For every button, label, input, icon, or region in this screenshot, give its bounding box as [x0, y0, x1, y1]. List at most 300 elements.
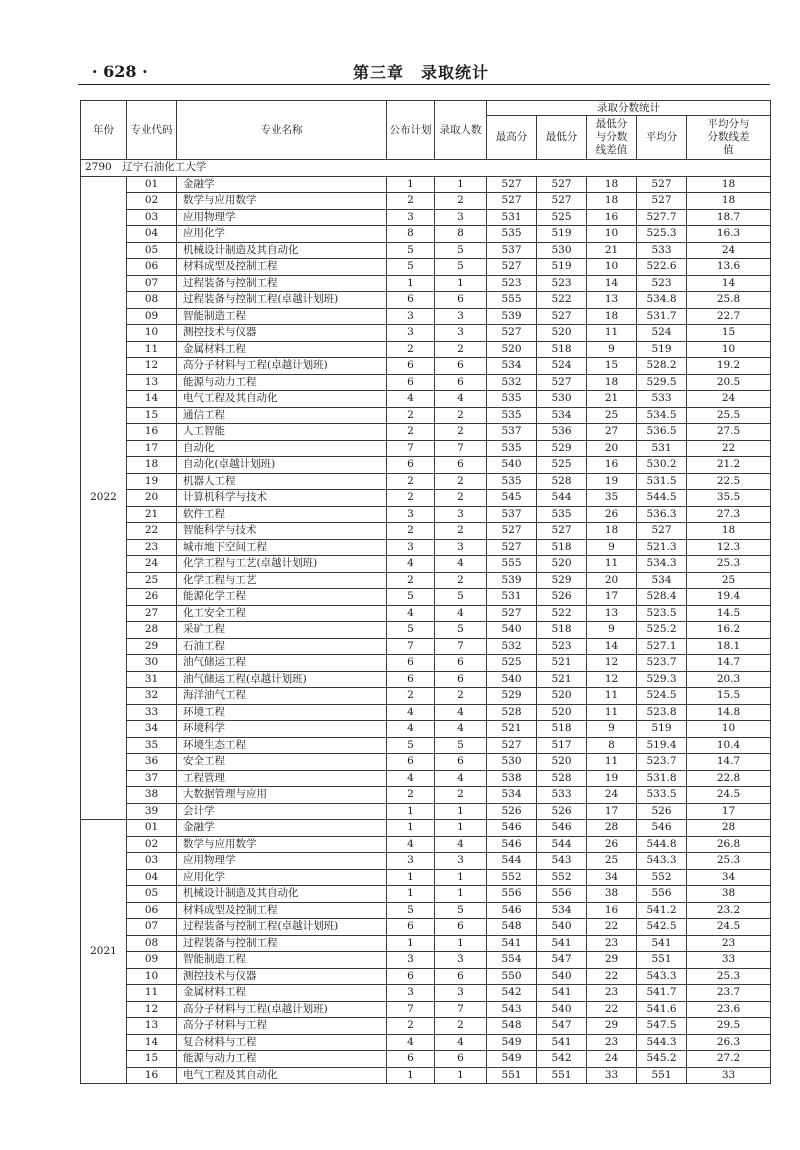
code-cell: 07 [127, 919, 177, 936]
max-score-cell: 550 [487, 968, 537, 985]
min-score-cell: 534 [537, 902, 587, 919]
admitted-cell: 4 [435, 1034, 487, 1051]
major-name-cell: 金融学 [177, 820, 387, 837]
code-cell: 36 [127, 754, 177, 771]
min-diff-cell: 14 [587, 275, 637, 292]
plan-cell: 5 [387, 259, 435, 276]
table-row [81, 226, 771, 243]
avg-score-cell: 534.5 [637, 407, 687, 424]
max-score-cell: 535 [487, 226, 537, 243]
min-score-cell: 528 [537, 473, 587, 490]
min-diff-cell: 19 [587, 770, 637, 787]
plan-cell: 3 [387, 952, 435, 969]
min-score-cell: 529 [537, 440, 587, 457]
avg-score-cell: 525.2 [637, 622, 687, 639]
plan-cell: 6 [387, 358, 435, 375]
max-score-cell: 548 [487, 1018, 537, 1035]
avg-score-cell: 531.8 [637, 770, 687, 787]
avg-score-cell: 524.5 [637, 688, 687, 705]
avg-score-cell: 533.5 [637, 787, 687, 804]
code-cell: 16 [127, 1067, 177, 1084]
code-cell: 12 [127, 1001, 177, 1018]
plan-cell: 3 [387, 209, 435, 226]
avg-diff-cell: 15.5 [687, 688, 771, 705]
avg-diff-cell: 35.5 [687, 490, 771, 507]
plan-cell: 5 [387, 737, 435, 754]
table-row [81, 539, 771, 556]
max-score-cell: 534 [487, 787, 537, 804]
max-score-cell: 527 [487, 737, 537, 754]
admitted-cell: 5 [435, 259, 487, 276]
avg-score-cell: 527.1 [637, 638, 687, 655]
major-name-cell: 城市地下空间工程 [177, 539, 387, 556]
avg-score-cell: 529.5 [637, 374, 687, 391]
admitted-cell: 2 [435, 688, 487, 705]
table-row [81, 820, 771, 837]
major-name-cell: 安全工程 [177, 754, 387, 771]
avg-score-cell: 556 [637, 886, 687, 903]
code-cell: 17 [127, 440, 177, 457]
min-diff-cell: 17 [587, 589, 637, 606]
avg-diff-cell: 24.5 [687, 787, 771, 804]
admitted-cell: 6 [435, 292, 487, 309]
plan-cell: 2 [387, 572, 435, 589]
code-cell: 37 [127, 770, 177, 787]
major-name-cell: 环境科学 [177, 721, 387, 738]
avg-score-cell: 522.6 [637, 259, 687, 276]
admitted-cell: 3 [435, 539, 487, 556]
table-row [81, 605, 771, 622]
table-row [81, 193, 771, 210]
avg-diff-cell: 25.5 [687, 407, 771, 424]
table-row [81, 473, 771, 490]
table-row [81, 589, 771, 606]
plan-cell: 4 [387, 704, 435, 721]
major-name-cell: 会计学 [177, 803, 387, 820]
min-diff-cell: 11 [587, 704, 637, 721]
avg-diff-cell: 18.7 [687, 209, 771, 226]
code-cell: 24 [127, 556, 177, 573]
avg-score-cell: 523 [637, 275, 687, 292]
avg-score-cell: 552 [637, 869, 687, 886]
code-cell: 28 [127, 622, 177, 639]
min-diff-cell: 26 [587, 506, 637, 523]
plan-cell: 2 [387, 523, 435, 540]
max-score-cell: 527 [487, 523, 537, 540]
code-cell: 14 [127, 1034, 177, 1051]
min-diff-cell: 9 [587, 721, 637, 738]
min-score-cell: 540 [537, 919, 587, 936]
avg-diff-cell: 14.8 [687, 704, 771, 721]
avg-diff-cell: 24.5 [687, 919, 771, 936]
table-row [81, 292, 771, 309]
avg-score-cell: 534.3 [637, 556, 687, 573]
min-diff-cell: 23 [587, 935, 637, 952]
major-name-cell: 过程装备与控制工程(卓越计划班) [177, 292, 387, 309]
min-diff-cell: 26 [587, 836, 637, 853]
plan-cell: 5 [387, 902, 435, 919]
avg-score-cell: 541 [637, 935, 687, 952]
min-score-cell: 521 [537, 671, 587, 688]
major-name-cell: 高分子材料与工程(卓越计划班) [177, 1001, 387, 1018]
min-score-cell: 520 [537, 704, 587, 721]
table-row [81, 242, 771, 259]
admitted-cell: 3 [435, 506, 487, 523]
avg-diff-cell: 23 [687, 935, 771, 952]
max-score-cell: 539 [487, 308, 537, 325]
avg-score-cell: 526 [637, 803, 687, 820]
plan-cell: 6 [387, 671, 435, 688]
avg-score-cell: 544.5 [637, 490, 687, 507]
code-cell: 38 [127, 787, 177, 804]
plan-cell: 7 [387, 440, 435, 457]
code-cell: 10 [127, 325, 177, 342]
admitted-cell: 5 [435, 242, 487, 259]
avg-diff-cell: 25.8 [687, 292, 771, 309]
max-score-cell: 534 [487, 358, 537, 375]
code-cell: 29 [127, 638, 177, 655]
admitted-cell: 5 [435, 589, 487, 606]
header-rule [78, 84, 770, 85]
avg-diff-cell: 34 [687, 869, 771, 886]
avg-score-cell: 551 [637, 952, 687, 969]
max-score-cell: 546 [487, 820, 537, 837]
admitted-cell: 2 [435, 523, 487, 540]
min-diff-cell: 11 [587, 556, 637, 573]
min-score-cell: 544 [537, 490, 587, 507]
min-score-cell: 518 [537, 622, 587, 639]
avg-diff-cell: 27.3 [687, 506, 771, 523]
min-diff-cell: 23 [587, 1034, 637, 1051]
admitted-cell: 2 [435, 473, 487, 490]
plan-cell: 3 [387, 539, 435, 556]
page-number: · 628 · [92, 62, 148, 81]
table-row [81, 374, 771, 391]
min-diff-cell: 20 [587, 572, 637, 589]
major-name-cell: 环境工程 [177, 704, 387, 721]
code-cell: 04 [127, 226, 177, 243]
major-name-cell: 金属材料工程 [177, 985, 387, 1002]
code-cell: 02 [127, 836, 177, 853]
plan-cell: 6 [387, 292, 435, 309]
plan-cell: 6 [387, 457, 435, 474]
table-row [81, 1034, 771, 1051]
plan-cell: 3 [387, 985, 435, 1002]
min-score-cell: 520 [537, 754, 587, 771]
plan-cell: 2 [387, 341, 435, 358]
plan-cell: 2 [387, 193, 435, 210]
max-score-cell: 529 [487, 688, 537, 705]
table-row [81, 325, 771, 342]
max-score-cell: 526 [487, 803, 537, 820]
avg-diff-cell: 19.2 [687, 358, 771, 375]
code-cell: 08 [127, 935, 177, 952]
plan-cell: 4 [387, 721, 435, 738]
min-diff-cell: 27 [587, 424, 637, 441]
table-row [81, 886, 771, 903]
col-header-plan: 公布计划 [387, 101, 435, 160]
max-score-cell: 523 [487, 275, 537, 292]
admitted-cell: 6 [435, 754, 487, 771]
min-diff-cell: 16 [587, 209, 637, 226]
avg-diff-cell: 14.7 [687, 754, 771, 771]
col-header-avg: 平均分 [637, 116, 687, 160]
admitted-cell: 2 [435, 193, 487, 210]
min-score-cell: 527 [537, 523, 587, 540]
admitted-cell: 4 [435, 836, 487, 853]
code-cell: 13 [127, 1018, 177, 1035]
avg-score-cell: 536.3 [637, 506, 687, 523]
major-name-cell: 复合材料与工程 [177, 1034, 387, 1051]
avg-diff-cell: 28 [687, 820, 771, 837]
avg-score-cell: 533 [637, 391, 687, 408]
max-score-cell: 544 [487, 853, 537, 870]
admitted-cell: 2 [435, 1018, 487, 1035]
admitted-cell: 4 [435, 704, 487, 721]
table-row [81, 952, 771, 969]
min-diff-cell: 22 [587, 968, 637, 985]
code-cell: 15 [127, 407, 177, 424]
min-diff-cell: 38 [587, 886, 637, 903]
plan-cell: 1 [387, 935, 435, 952]
plan-cell: 8 [387, 226, 435, 243]
avg-diff-cell: 10 [687, 341, 771, 358]
plan-cell: 2 [387, 688, 435, 705]
code-cell: 02 [127, 193, 177, 210]
min-score-cell: 524 [537, 358, 587, 375]
min-score-cell: 551 [537, 1067, 587, 1084]
table-row [81, 704, 771, 721]
table-row [81, 556, 771, 573]
min-diff-cell: 29 [587, 1018, 637, 1035]
avg-diff-cell: 38 [687, 886, 771, 903]
min-diff-cell: 13 [587, 605, 637, 622]
admitted-cell: 1 [435, 275, 487, 292]
avg-score-cell: 527 [637, 523, 687, 540]
table-row [81, 622, 771, 639]
major-name-cell: 过程装备与控制工程 [177, 275, 387, 292]
major-name-cell: 高分子材料与工程 [177, 1018, 387, 1035]
major-name-cell: 能源与动力工程 [177, 1051, 387, 1068]
max-score-cell: 521 [487, 721, 537, 738]
table-row [81, 770, 771, 787]
min-diff-cell: 18 [587, 374, 637, 391]
max-score-cell: 535 [487, 407, 537, 424]
admitted-cell: 2 [435, 341, 487, 358]
major-name-cell: 自动化 [177, 440, 387, 457]
max-score-cell: 527 [487, 259, 537, 276]
min-diff-cell: 11 [587, 688, 637, 705]
min-score-cell: 517 [537, 737, 587, 754]
table-row [81, 457, 771, 474]
admitted-cell: 4 [435, 721, 487, 738]
avg-score-cell: 528.4 [637, 589, 687, 606]
plan-cell: 6 [387, 1051, 435, 1068]
major-name-cell: 化工安全工程 [177, 605, 387, 622]
avg-diff-cell: 18 [687, 523, 771, 540]
avg-diff-cell: 15 [687, 325, 771, 342]
admitted-cell: 3 [435, 325, 487, 342]
major-name-cell: 电气工程及其自动化 [177, 1067, 387, 1084]
code-cell: 04 [127, 869, 177, 886]
min-score-cell: 534 [537, 407, 587, 424]
min-score-cell: 519 [537, 226, 587, 243]
plan-cell: 4 [387, 556, 435, 573]
avg-diff-cell: 25.3 [687, 556, 771, 573]
max-score-cell: 549 [487, 1034, 537, 1051]
avg-diff-cell: 18 [687, 193, 771, 210]
admitted-cell: 7 [435, 440, 487, 457]
plan-cell: 4 [387, 605, 435, 622]
major-name-cell: 智能科学与技术 [177, 523, 387, 540]
max-score-cell: 545 [487, 490, 537, 507]
major-name-cell: 软件工程 [177, 506, 387, 523]
avg-score-cell: 541.2 [637, 902, 687, 919]
major-name-cell: 机械设计制造及其自动化 [177, 242, 387, 259]
avg-diff-cell: 25.3 [687, 968, 771, 985]
table-row [81, 572, 771, 589]
min-diff-cell: 23 [587, 985, 637, 1002]
min-score-cell: 527 [537, 176, 587, 193]
major-name-cell: 过程装备与控制工程(卓越计划班) [177, 919, 387, 936]
avg-score-cell: 531.5 [637, 473, 687, 490]
min-score-cell: 528 [537, 770, 587, 787]
max-score-cell: 552 [487, 869, 537, 886]
min-score-cell: 519 [537, 259, 587, 276]
min-score-cell: 547 [537, 1018, 587, 1035]
max-score-cell: 531 [487, 209, 537, 226]
min-diff-cell: 14 [587, 638, 637, 655]
min-diff-cell: 11 [587, 754, 637, 771]
min-diff-cell: 12 [587, 671, 637, 688]
plan-cell: 1 [387, 1067, 435, 1084]
table-row [81, 869, 771, 886]
major-name-cell: 化学工程与工艺 [177, 572, 387, 589]
avg-score-cell: 523.8 [637, 704, 687, 721]
min-diff-cell: 19 [587, 473, 637, 490]
major-name-cell: 自动化(卓越计划班) [177, 457, 387, 474]
min-score-cell: 536 [537, 424, 587, 441]
table-row [81, 688, 771, 705]
avg-score-cell: 542.5 [637, 919, 687, 936]
min-score-cell: 540 [537, 1001, 587, 1018]
table-row [81, 836, 771, 853]
max-score-cell: 527 [487, 325, 537, 342]
max-score-cell: 530 [487, 754, 537, 771]
plan-cell: 7 [387, 1001, 435, 1018]
admitted-cell: 3 [435, 952, 487, 969]
plan-cell: 4 [387, 836, 435, 853]
min-score-cell: 521 [537, 655, 587, 672]
col-header-max: 最高分 [487, 116, 537, 160]
admitted-cell: 6 [435, 358, 487, 375]
major-name-cell: 海洋油气工程 [177, 688, 387, 705]
code-cell: 30 [127, 655, 177, 672]
avg-diff-cell: 18 [687, 176, 771, 193]
avg-diff-cell: 23.6 [687, 1001, 771, 1018]
major-name-cell: 机械设计制造及其自动化 [177, 886, 387, 903]
major-name-cell: 智能制造工程 [177, 308, 387, 325]
min-score-cell: 543 [537, 853, 587, 870]
major-name-cell: 金融学 [177, 176, 387, 193]
avg-diff-cell: 24 [687, 242, 771, 259]
table-row [81, 424, 771, 441]
code-cell: 14 [127, 391, 177, 408]
avg-diff-cell: 24 [687, 391, 771, 408]
major-name-cell: 人工智能 [177, 424, 387, 441]
plan-cell: 2 [387, 473, 435, 490]
code-cell: 05 [127, 886, 177, 903]
major-name-cell: 采矿工程 [177, 622, 387, 639]
avg-score-cell: 527 [637, 193, 687, 210]
min-score-cell: 541 [537, 985, 587, 1002]
plan-cell: 1 [387, 820, 435, 837]
max-score-cell: 540 [487, 671, 537, 688]
max-score-cell: 525 [487, 655, 537, 672]
code-cell: 11 [127, 341, 177, 358]
plan-cell: 3 [387, 308, 435, 325]
avg-diff-cell: 10.4 [687, 737, 771, 754]
plan-cell: 4 [387, 391, 435, 408]
major-name-cell: 数学与应用数学 [177, 836, 387, 853]
min-score-cell: 518 [537, 341, 587, 358]
avg-diff-cell: 33 [687, 952, 771, 969]
max-score-cell: 538 [487, 770, 537, 787]
table-row [81, 506, 771, 523]
avg-score-cell: 536.5 [637, 424, 687, 441]
code-cell: 12 [127, 358, 177, 375]
plan-cell: 5 [387, 589, 435, 606]
min-score-cell: 525 [537, 209, 587, 226]
avg-diff-cell: 26.3 [687, 1034, 771, 1051]
table-row [81, 1051, 771, 1068]
admitted-cell: 5 [435, 737, 487, 754]
table-row [81, 308, 771, 325]
avg-score-cell: 519.4 [637, 737, 687, 754]
col-header-min-diff: 最低分与分数线差值 [587, 116, 637, 160]
max-score-cell: 527 [487, 605, 537, 622]
major-name-cell: 测控技术与仪器 [177, 968, 387, 985]
avg-diff-cell: 12.3 [687, 539, 771, 556]
avg-score-cell: 545.2 [637, 1051, 687, 1068]
max-score-cell: 539 [487, 572, 537, 589]
admitted-cell: 2 [435, 572, 487, 589]
code-cell: 23 [127, 539, 177, 556]
avg-diff-cell: 25.3 [687, 853, 771, 870]
min-score-cell: 535 [537, 506, 587, 523]
max-score-cell: 528 [487, 704, 537, 721]
plan-cell: 5 [387, 622, 435, 639]
max-score-cell: 551 [487, 1067, 537, 1084]
min-score-cell: 525 [537, 457, 587, 474]
max-score-cell: 554 [487, 952, 537, 969]
major-name-cell: 过程装备与控制工程 [177, 935, 387, 952]
min-score-cell: 520 [537, 688, 587, 705]
min-diff-cell: 18 [587, 193, 637, 210]
max-score-cell: 527 [487, 539, 537, 556]
major-name-cell: 应用化学 [177, 869, 387, 886]
major-name-cell: 环境生态工程 [177, 737, 387, 754]
min-score-cell: 556 [537, 886, 587, 903]
admitted-cell: 2 [435, 490, 487, 507]
admitted-cell: 3 [435, 985, 487, 1002]
avg-score-cell: 541.6 [637, 1001, 687, 1018]
plan-cell: 4 [387, 770, 435, 787]
avg-diff-cell: 22.8 [687, 770, 771, 787]
min-score-cell: 526 [537, 803, 587, 820]
plan-cell: 1 [387, 275, 435, 292]
avg-score-cell: 523.5 [637, 605, 687, 622]
